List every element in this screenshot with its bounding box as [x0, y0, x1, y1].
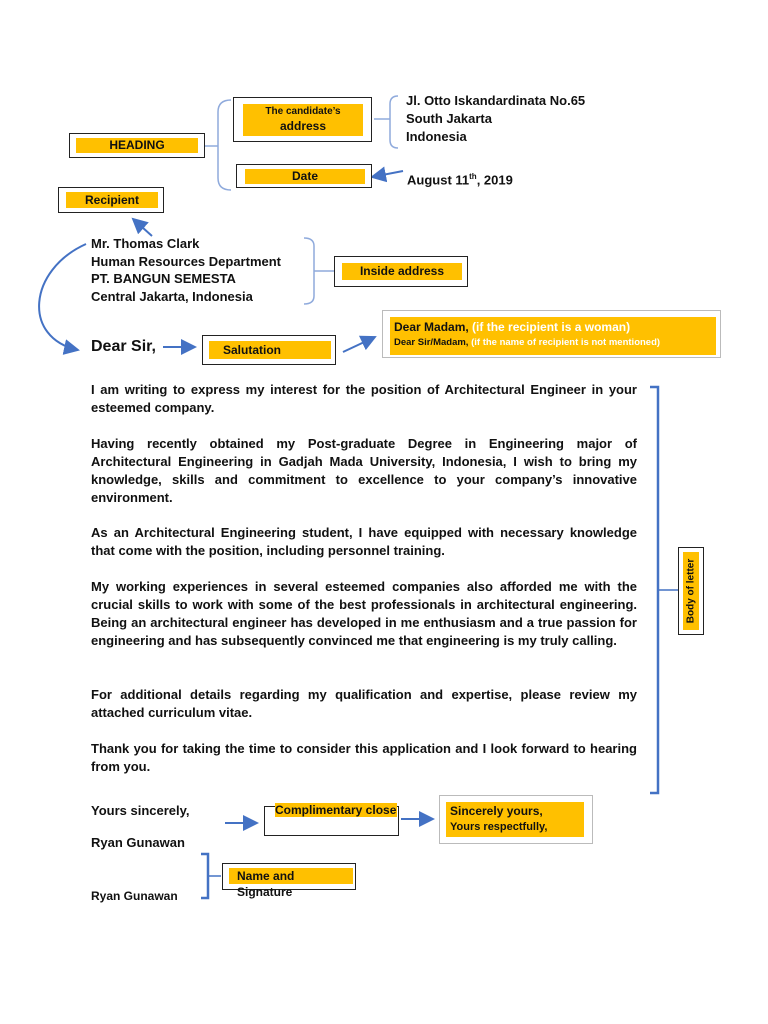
salutation-alternatives [390, 317, 716, 355]
recipient-label: Recipient [66, 192, 158, 208]
date-suffix: th [469, 172, 477, 181]
printed-name: Ryan Gunawan [91, 889, 178, 903]
candidate-address-line1: The candidate’s [265, 106, 341, 117]
heading-label-box [69, 133, 205, 158]
sender-address-line: South Jakarta [406, 111, 492, 126]
salutation-alt2-main: Dear Sir/Madam, [394, 337, 469, 348]
address-bracket [390, 96, 398, 148]
inside-address [91, 235, 281, 305]
salutation-alt1-note: (if the recipient is a woman) [472, 320, 631, 334]
signature-name: Ryan Gunawan [91, 835, 185, 850]
salutation-label: Salutation [209, 341, 331, 359]
date-label: Date [245, 169, 365, 184]
body-bracket [650, 387, 658, 793]
body-paragraph: My working experiences in several esteemed companies also afforded me with the crucial skills to work with some of the best professionals in architectural engineering. Being an architectural engineer has developed in me enthusiasm and a true passion for engineering and has subsequently convinced me that engineering is my truly calling. [91, 579, 637, 648]
closing: Yours sincerely, [91, 803, 190, 818]
inside-address-line: PT. BANGUN SEMESTA [91, 271, 236, 286]
inside-address-label-box [334, 256, 468, 287]
date-label-box [236, 164, 372, 188]
salutation-alt1-main: Dear Madam, [394, 320, 469, 334]
letter-date [407, 168, 513, 189]
salutation-alt-line1 [394, 319, 712, 335]
signature-bracket [201, 854, 208, 898]
body-of-letter-label: Body of letter [685, 558, 697, 624]
inside-address-line: Human Resources Department [91, 253, 281, 269]
name-signature-label-box [222, 863, 356, 899]
heading-bracket [218, 100, 231, 190]
recipient-label-box [58, 187, 164, 213]
candidate-address-line2: address [279, 119, 327, 133]
date-prefix: August 11 [407, 172, 470, 188]
body-paragraph: Having recently obtained my Post-graduate Degree in Engineering major of Architectural Engineering in Gadjah Mada University, Indonesia, I wish to bring my knowledge, skills and commitment to excellence to your company’s innovative environment. [91, 436, 637, 505]
inside-address-line: Mr. Thomas Clark [91, 236, 200, 251]
alternatives-arrow [343, 337, 375, 352]
date-year: , 2019 [476, 172, 513, 188]
recipient-arrow [133, 219, 152, 236]
closing-alternative: Sincerely yours, [450, 804, 543, 818]
sender-address-line: Jl. Otto Iskandardinata No.65 [406, 93, 586, 108]
closing-alternatives [446, 802, 584, 837]
candidate-address-label [243, 104, 363, 136]
inside-address-label: Inside address [342, 263, 462, 280]
sender-address [406, 92, 585, 146]
complimentary-close-label: Complimentary close [275, 803, 397, 817]
date-arrow [372, 171, 403, 177]
salutation: Dear Sir, [91, 338, 156, 355]
body-of-letter-label-bg [683, 552, 699, 630]
candidate-address-label-box [233, 97, 372, 142]
complimentary-close-label-box [264, 803, 399, 836]
body-paragraph: As an Architectural Engineering student, I have equipped with necessary knowledge that come with the position, including personnel training. [91, 525, 637, 558]
body-paragraph: For additional details regarding my qualification and expertise, please review my attached curriculum vitae. [91, 687, 637, 720]
body-paragraph: I am writing to express my interest for the position of Architectural Engineer in your esteemed company. [91, 382, 637, 415]
salutation-alt2-note: (if the name of recipient is not mentioned) [471, 337, 661, 348]
closing-alternatives-box [439, 795, 593, 844]
salutation-alternatives-box [382, 310, 721, 358]
salutation-alt-line2 [394, 335, 712, 351]
inside-address-bracket [304, 238, 314, 304]
heading-label: HEADING [76, 138, 198, 153]
name-signature-label: Name and Signature [229, 868, 353, 884]
body-paragraph: Thank you for taking the time to consider this application and I look forward to hearing from you. [91, 741, 637, 774]
inside-address-line: Central Jakarta, Indonesia [91, 288, 253, 304]
salutation-label-box [202, 335, 336, 365]
recipient-curve-arrow [39, 244, 86, 350]
sender-address-line: Indonesia [406, 129, 467, 144]
closing-alternative: Yours respectfully, [450, 821, 548, 833]
body-of-letter-label-box [678, 547, 704, 635]
